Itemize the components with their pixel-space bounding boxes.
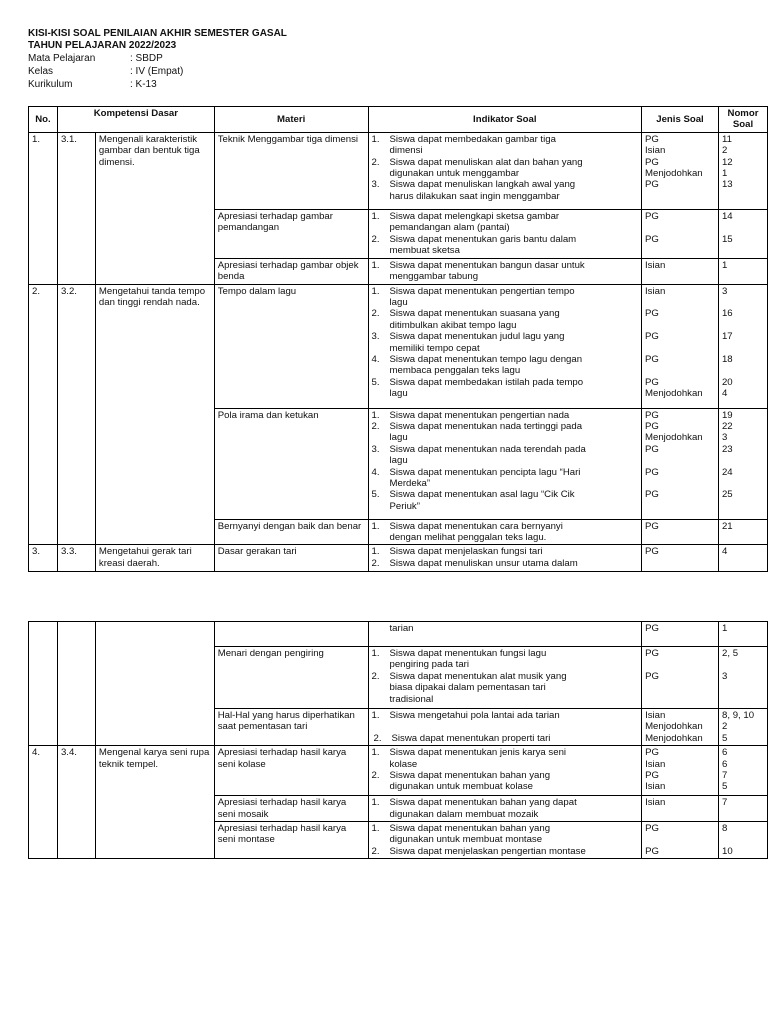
col-header-nomor: Nomor Soal	[718, 107, 767, 133]
jenis-cell: PG	[642, 519, 719, 545]
kd-number	[57, 622, 95, 746]
kd-text: Mengetahui gerak tari kreasi daerah.	[95, 545, 214, 572]
materi-cell: Apresiasi terhadap hasil karya seni kolase	[214, 746, 368, 796]
nomor-cell: 6 6 7 5	[719, 746, 768, 796]
jenis-cell: Isian PG PG PG PG Menjodohkan	[642, 284, 719, 408]
indikator-cell: 1. Siswa dapat menentukan bahan yang dapat digunakan dalam membuat mozaik	[368, 796, 642, 822]
indikator-cell: 1. Siswa dapat menentukan cara bernyanyi dengan melihat penggalan teks lagu.	[368, 519, 642, 545]
indikator-cell: 1. Siswa dapat menentukan bangun dasar untuk menggambar tabung	[368, 258, 642, 284]
jenis-cell: PG Isian PG Menjodohkan PG	[642, 132, 719, 209]
row-number: 1.	[29, 132, 58, 284]
indikator-cell: 1. Siswa dapat menentukan pengertian tempo lagu 2. Siswa dapat menentukan suasana yang ditimbulkan akibat tempo lagu 3. Siswa dapat menentukan judul lagu yang memiliki tempo cepat 4. Siswa dapat menentukan tempo lagu dengan membaca penggalan teks lagu 5. Siswa dapat membedakan istilah pada tempo lagu	[368, 284, 642, 408]
kd-text: Mengenal karya seni rupa teknik tempel.	[95, 746, 214, 859]
table-row	[29, 132, 768, 209]
materi-cell: Hal-Hal yang harus diperhatikan saat pementasan tari	[214, 709, 368, 746]
kd-number: 3.1.	[57, 132, 95, 284]
meta-label-curriculum: Kurikulum	[28, 79, 73, 90]
materi-cell: Apresiasi terhadap gambar pemandangan	[214, 209, 368, 258]
col-header-no: No.	[29, 107, 58, 133]
kisi-table-page1	[28, 106, 768, 572]
materi-cell: Dasar gerakan tari	[214, 545, 368, 572]
jenis-cell: PG	[642, 622, 719, 647]
row-number: 2.	[29, 284, 58, 545]
indikator-cell: tarian	[368, 622, 642, 647]
indikator-cell: 1. Siswa dapat menentukan bahan yang digunakan untuk membuat montase 2. Siswa dapat menjelaskan pengertian montase	[368, 822, 642, 859]
kd-text: Mengenali karakteristik gambar dan bentuk tiga dimensi.	[95, 132, 214, 284]
materi-cell	[214, 622, 368, 647]
row-number: 3.	[29, 545, 58, 572]
indikator-cell: 1. Siswa dapat menjelaskan fungsi tari 2. Siswa dapat menuliskan unsur utama dalam	[368, 545, 642, 572]
table-row	[29, 545, 768, 572]
nomor-cell: 1	[719, 622, 768, 647]
row-number: 4.	[29, 746, 58, 859]
jenis-cell: PG PG	[642, 822, 719, 859]
table-row	[29, 746, 768, 796]
indikator-cell: 1. Siswa dapat melengkapi sketsa gambar pemandangan alam (pantai) 2. Siswa dapat menentukan garis bantu dalam membuat sketsa	[368, 209, 642, 258]
materi-cell: Tempo dalam lagu	[214, 284, 368, 408]
jenis-cell: PG Isian PG Isian	[642, 746, 719, 796]
kd-number: 3.4.	[57, 746, 95, 859]
table-row	[29, 284, 768, 408]
jenis-cell: PG PG Menjodohkan PG PG PG	[642, 408, 719, 519]
meta-value-class: : IV (Empat)	[130, 66, 184, 77]
meta-label-class: Kelas	[28, 66, 54, 77]
materi-cell: Apresiasi terhadap hasil karya seni montase	[214, 822, 368, 859]
kd-number: 3.2.	[57, 284, 95, 545]
kd-number: 3.3.	[57, 545, 95, 572]
nomor-cell: 14 15	[718, 209, 767, 258]
meta-value-subject: : SBDP	[130, 53, 163, 64]
nomor-cell: 8, 9, 10 2 5	[719, 709, 768, 746]
nomor-cell: 19 22 3 23 24 25	[718, 408, 767, 519]
col-header-jenis: Jenis Soal	[642, 107, 719, 133]
col-header-materi: Materi	[214, 107, 368, 133]
meta-value-curriculum: : K-13	[130, 79, 157, 90]
indikator-cell: 1. Siswa dapat menentukan fungsi lagu pengiring pada tari 2. Siswa dapat menentukan alat musik yang biasa dipakai dalam pementasan tari tradisional	[368, 647, 642, 709]
nomor-cell: 3 16 17 18 20 4	[718, 284, 767, 408]
jenis-cell: Isian	[642, 796, 719, 822]
materi-cell: Bernyanyi dengan baik dan benar	[214, 519, 368, 545]
nomor-cell: 7	[719, 796, 768, 822]
nomor-cell: 4	[718, 545, 767, 572]
col-header-indikator: Indikator Soal	[368, 107, 642, 133]
nomor-cell: 8 10	[719, 822, 768, 859]
meta-label-subject: Mata Pelajaran	[28, 53, 96, 64]
kd-text: Mengetahui tanda tempo dan tinggi rendah nada.	[95, 284, 214, 545]
jenis-cell: Isian Menjodohkan Menjodohkan	[642, 709, 719, 746]
table-header-row	[29, 107, 768, 133]
nomor-cell: 2, 5 3	[719, 647, 768, 709]
table-row	[29, 622, 768, 647]
jenis-cell: PG	[642, 545, 719, 572]
materi-cell: Menari dengan pengiring	[214, 647, 368, 709]
kd-text	[95, 622, 214, 746]
col-header-kd: Kompetensi Dasar	[57, 107, 214, 133]
jenis-cell: Isian	[642, 258, 719, 284]
nomor-cell: 1	[718, 258, 767, 284]
indikator-cell: 1. Siswa dapat menentukan pengertian nada 2. Siswa dapat menentukan nada tertinggi pada lagu 3. Siswa dapat menentukan nada terendah pada lagu 4. Siswa dapat menentukan pencipta lagu “Hari Merdeka” 5. Siswa dapat menentukan asal lagu “Cik Cik Periuk”	[368, 408, 642, 519]
row-number	[29, 622, 58, 746]
document-title: KISI-KISI SOAL PENILAIAN AKHIR SEMESTER GASAL	[28, 28, 287, 39]
materi-cell: Apresiasi terhadap hasil karya seni mosaik	[214, 796, 368, 822]
jenis-cell: PG PG	[642, 647, 719, 709]
materi-cell: Teknik Menggambar tiga dimensi	[214, 132, 368, 209]
jenis-cell: PG PG	[642, 209, 719, 258]
nomor-cell: 11 2 12 1 13	[718, 132, 767, 209]
materi-cell: Pola irama dan ketukan	[214, 408, 368, 519]
indikator-cell: 1. Siswa dapat membedakan gambar tiga dimensi 2. Siswa dapat menuliskan alat dan bahan yang digunakan untuk menggambar 3. Siswa dapat menuliskan langkah awal yang harus dilakukan saat ingin menggambar	[368, 132, 642, 209]
indikator-cell: 1. Siswa dapat menentukan jenis karya seni kolase 2. Siswa dapat menentukan bahan yang digunakan untuk membuat kolase	[368, 746, 642, 796]
nomor-cell: 21	[718, 519, 767, 545]
document-subtitle: TAHUN PELAJARAN 2022/2023	[28, 40, 177, 51]
materi-cell: Apresiasi terhadap gambar objek benda	[214, 258, 368, 284]
kisi-table-page2	[28, 621, 768, 859]
indikator-cell: 1. Siswa mengetahui pola lantai ada tarian 2. Siswa dapat menentukan properti tari	[368, 709, 642, 746]
